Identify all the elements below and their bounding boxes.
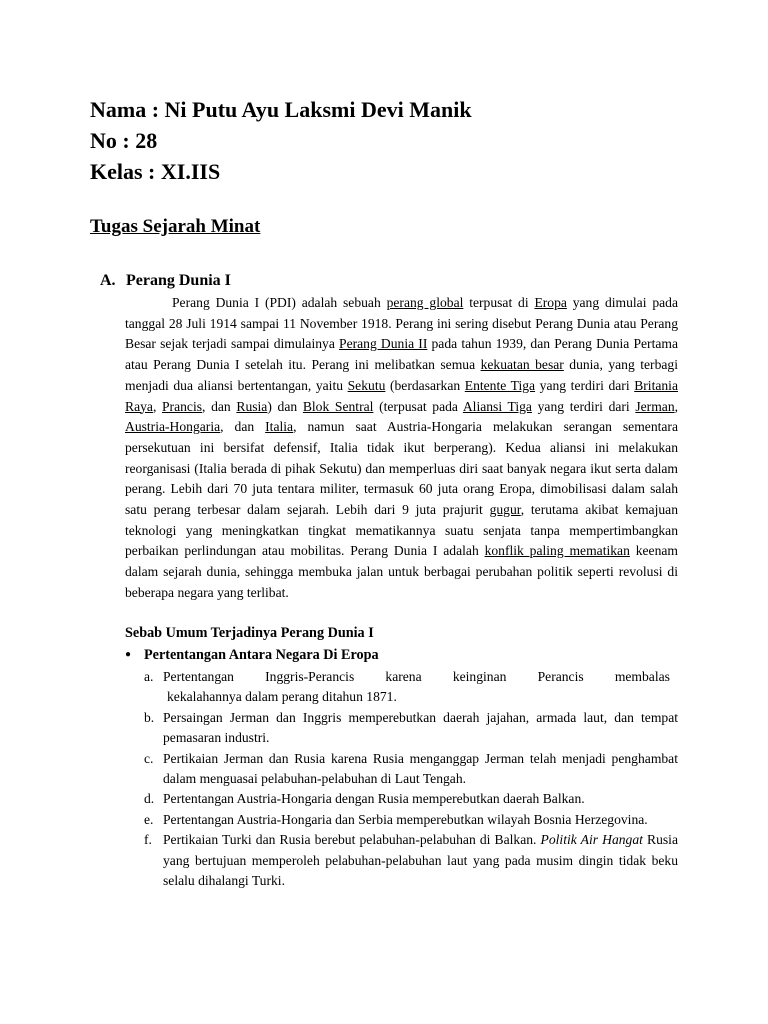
student-class: Kelas : XI.IIS bbox=[90, 159, 221, 184]
paragraph-text: yang dimulai pada tanggal 28 Juli 1914 sampai 11 November 1918. Perang ini sering disebut Perang Dunia atau Perang Besar sejak terjadi sampai dimulainya bbox=[125, 295, 678, 352]
paragraph-text: Perang Dunia I (PDI) adalah sebuah bbox=[172, 295, 387, 310]
linked-term[interactable]: Perang Dunia II bbox=[339, 336, 428, 352]
student-header bbox=[90, 94, 472, 187]
paragraph-text: , dan bbox=[202, 398, 237, 414]
list-item-letter: a. bbox=[144, 669, 154, 684]
linked-term[interactable]: perang global bbox=[386, 295, 464, 310]
linked-term[interactable]: Aliansi Tiga bbox=[462, 398, 532, 414]
list-item-text-part: Pertikaian Turki dan Rusia berebut pelabuhan-pelabuhan di Balkan. bbox=[163, 832, 541, 848]
list-item-word: Pertentangan bbox=[163, 669, 234, 684]
list-item bbox=[144, 830, 678, 891]
linked-term[interactable]: kekuatan besar bbox=[480, 357, 564, 373]
list-item-first-line bbox=[163, 667, 670, 687]
paragraph-text: dunia, yang terbagi menjadi dua aliansi bertentangan, yaitu bbox=[125, 357, 678, 393]
student-number: No : 28 bbox=[90, 128, 158, 153]
section-marker: A. bbox=[100, 272, 116, 289]
causes-list bbox=[144, 667, 678, 891]
paragraph-text: , dan bbox=[220, 419, 266, 435]
list-item-letter: e. bbox=[144, 811, 154, 827]
bullet-icon: ● bbox=[125, 649, 132, 660]
causes-bullet bbox=[125, 647, 379, 664]
list-item bbox=[144, 810, 678, 830]
linked-term[interactable]: Eropa bbox=[534, 295, 567, 310]
causes-heading: Sebab Umum Terjadinya Perang Dunia I bbox=[125, 625, 374, 641]
linked-term[interactable]: konflik paling mematikan bbox=[484, 543, 630, 559]
linked-term[interactable]: Sekutu bbox=[347, 377, 386, 393]
linked-term[interactable]: Italia bbox=[265, 419, 294, 435]
assignment-title: Tugas Sejarah Minat bbox=[90, 216, 261, 237]
bullet-title: Pertentangan Antara Negara Di Eropa bbox=[144, 647, 379, 663]
paragraph-text: , bbox=[152, 398, 162, 414]
italic-term: Politik Air Hangat bbox=[540, 832, 643, 848]
linked-term[interactable]: Rusia bbox=[236, 398, 268, 414]
list-item bbox=[144, 749, 678, 790]
section-heading bbox=[100, 272, 231, 290]
paragraph-text: (terpusat pada bbox=[373, 398, 463, 414]
list-item bbox=[144, 708, 678, 749]
paragraph-text: yang terdiri dari bbox=[531, 398, 636, 414]
paragraph-text: pada tahun 1939, dan Perang Dunia Pertama atau Perang Dunia I setelah itu. Perang ini melibatkan semua bbox=[125, 336, 678, 373]
linked-term[interactable]: Blok Sentral bbox=[302, 398, 374, 414]
paragraph-text: ) dan bbox=[267, 398, 303, 414]
section-title: Perang Dunia I bbox=[126, 272, 231, 289]
list-item-text: Pertikaian Jerman dan Rusia karena Rusia menganggap Jerman telah menjadi penghambat dalam menguasai pelabuhan-pelabuhan di Laut Tengah. bbox=[163, 750, 678, 787]
list-item-letter: b. bbox=[144, 709, 155, 725]
paragraph-text: keenam dalam sejarah dunia, sehingga membuka jalan untuk berbagai perubahan politik seperti revolusi di beberapa negara yang terlibat. bbox=[125, 543, 678, 600]
list-item-text: Persaingan Jerman dan Inggris memperebutkan daerah jajahan, armada laut, dan tempat pemasaran industri. bbox=[163, 709, 678, 746]
list-item-letter: d. bbox=[144, 791, 155, 807]
list-item-text: Pertentangan Austria-Hongaria dan Serbia memperebutkan wilayah Bosnia Herzegovina. bbox=[163, 811, 648, 827]
list-item-word: karena bbox=[385, 669, 422, 684]
paragraph-text: yang terdiri dari bbox=[535, 377, 635, 393]
student-name: Nama : Ni Putu Ayu Laksmi Devi Manik bbox=[90, 97, 472, 122]
list-item-letter: f. bbox=[144, 832, 152, 848]
paragraph-text: , bbox=[674, 398, 679, 414]
linked-term[interactable]: Austria-Hongaria bbox=[125, 419, 221, 435]
linked-term[interactable]: Jerman bbox=[635, 398, 675, 414]
list-item-word: keinginan bbox=[452, 669, 507, 684]
section-paragraph bbox=[125, 293, 678, 604]
list-item-word: Perancis bbox=[537, 669, 584, 684]
list-item-text bbox=[163, 667, 678, 708]
list-item bbox=[144, 667, 678, 708]
list-item-word: membalas bbox=[614, 669, 670, 684]
list-item-text: Pertentangan Austria-Hongaria dengan Rusia memperebutkan daerah Balkan. bbox=[163, 791, 585, 807]
list-item-continuation: kekalahannya dalam perang ditahun 1871. bbox=[167, 689, 397, 705]
linked-term[interactable]: gugur bbox=[489, 502, 521, 518]
paragraph-text: (berdasarkan bbox=[385, 377, 465, 393]
paragraph-text: , namun saat Austria-Hongaria melakukan serangan sementara persekutuan ini bersifat defensif, Italia tidak ikut berperang). Kedua aliansi ini melakukan reorganisasi (Italia berada di pihak Sekutu) dan memperluas diri saat banyak negara ikut serta dalam perang. Lebih dari 70 juta tentara militer, termasuk 60 juta orang Eropa, dimobilisasi dalam salah satu perang terbesar dalam sejarah. Lebih dari 9 juta prajurit bbox=[125, 419, 678, 518]
paragraph-text: terpusat di bbox=[463, 295, 535, 310]
list-item-text-part: Rusia yang bertujuan memperoleh pelabuhan-pelabuhan laut yang pada musim dingin tidak beku selalu dihalangi Turki. bbox=[163, 832, 678, 889]
list-item-text bbox=[163, 830, 678, 891]
linked-term[interactable]: Prancis bbox=[162, 398, 203, 414]
list-item bbox=[144, 789, 678, 809]
list-item-letter: c. bbox=[144, 750, 154, 766]
list-item-word: Inggris-Perancis bbox=[265, 669, 355, 684]
linked-term[interactable]: Entente Tiga bbox=[464, 377, 536, 393]
linked-term[interactable]: Britania Raya bbox=[125, 377, 678, 414]
paragraph-text: , terutama akibat kemajuan teknologi yang meningkatkan tingkat mematikannya suatu senjata tanpa mempertimbangkan perbaikan perlindungan atau mobilitas. Perang Dunia I adalah bbox=[125, 502, 678, 559]
